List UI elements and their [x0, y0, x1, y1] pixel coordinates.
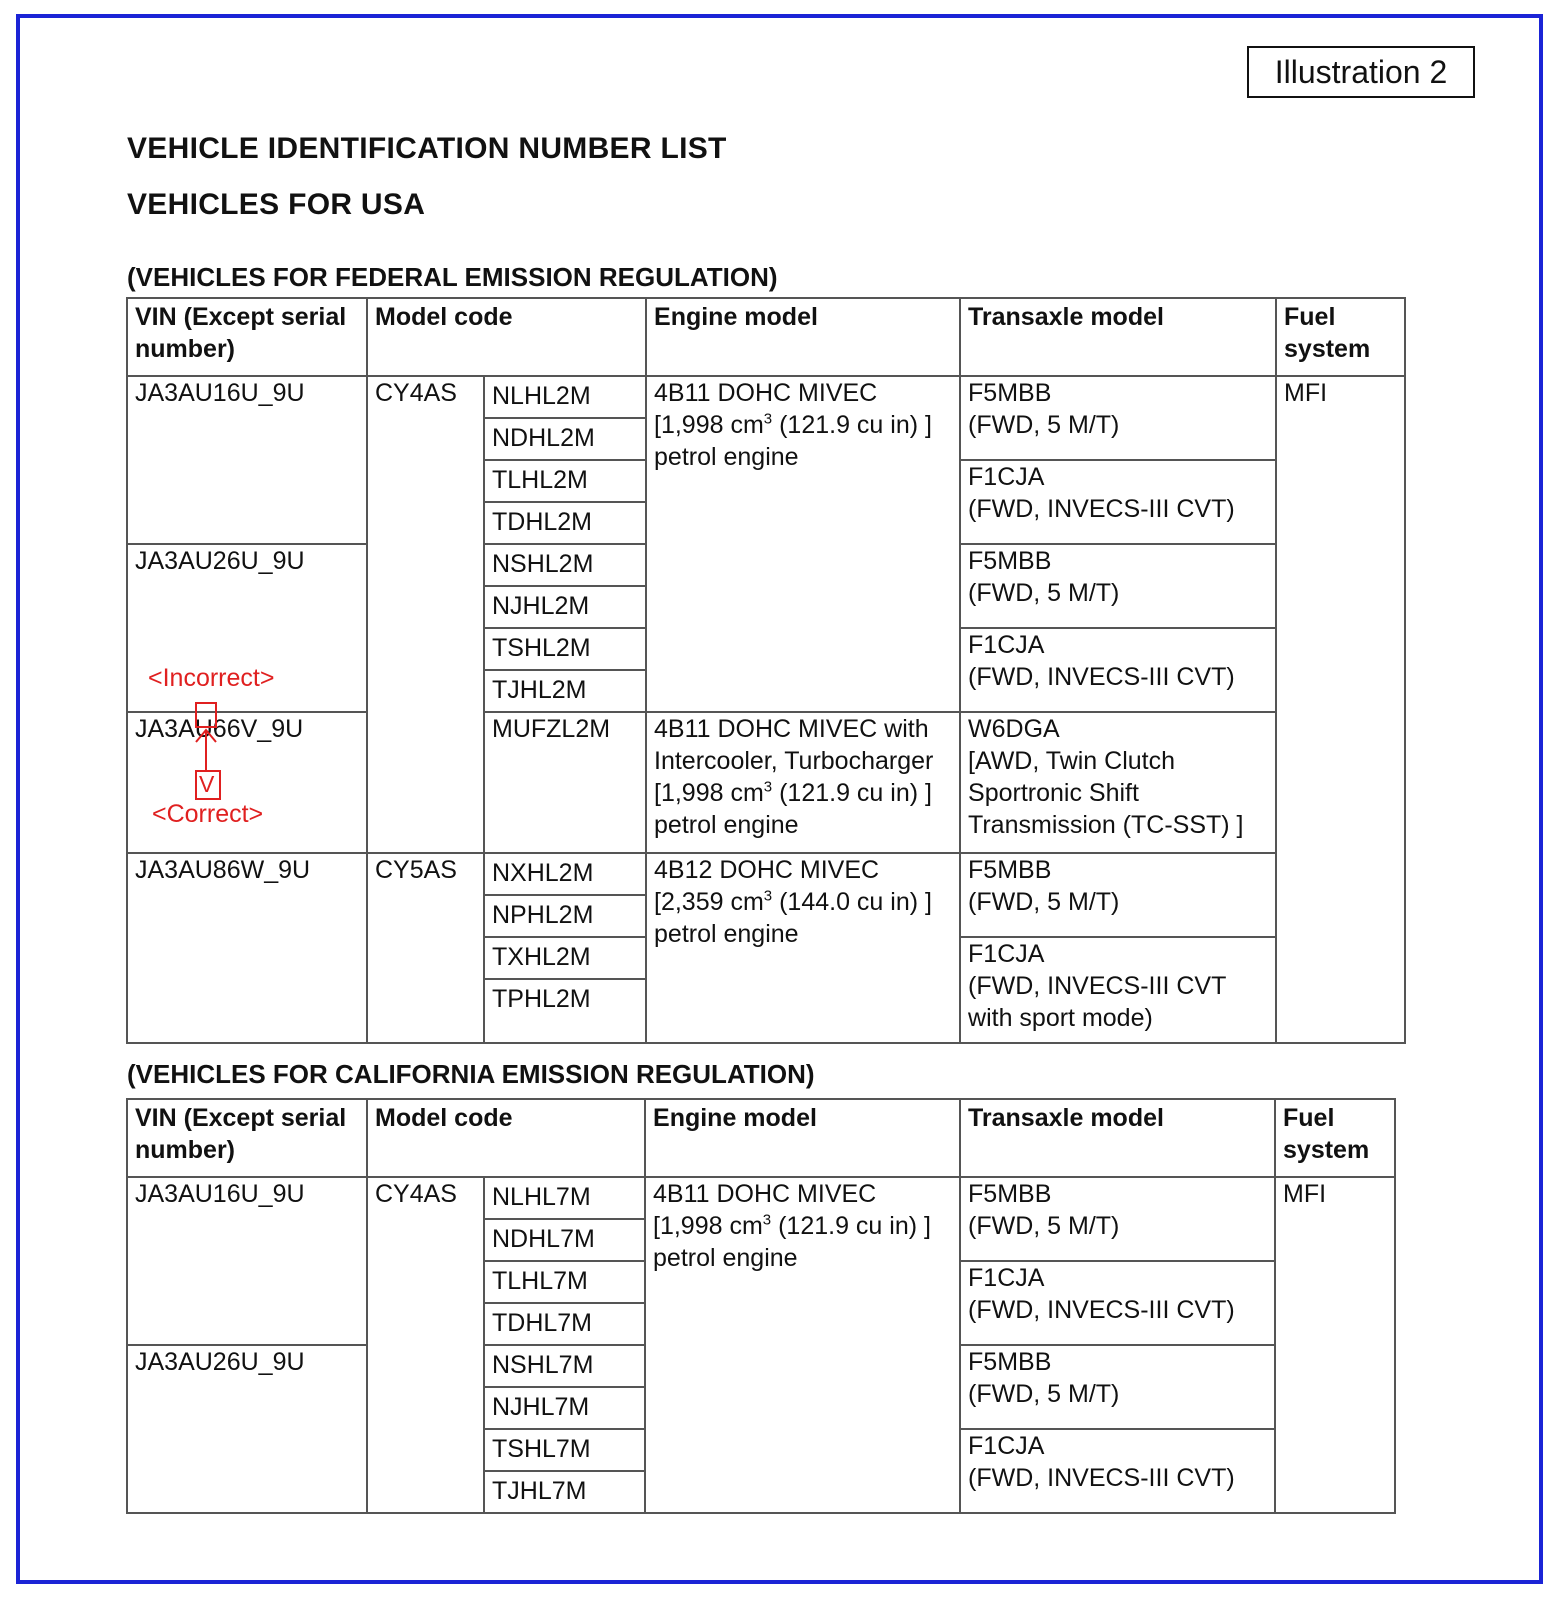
correction-arrow-icon	[192, 726, 222, 776]
model-code-cell: MUFZL2M	[484, 712, 646, 853]
header-transaxle: Transaxle model	[960, 1099, 1275, 1177]
incorrect-label: <Incorrect>	[148, 664, 275, 692]
table-row	[127, 712, 1405, 853]
document-subtitle: VEHICLES FOR USA	[127, 188, 426, 221]
model-code-cell: NPHL2M	[484, 895, 646, 937]
vin-cell: JA3AU26U_9U	[127, 1345, 367, 1513]
engine-type: petrol engine	[654, 443, 799, 471]
model-code-cell: NJHL2M	[484, 586, 646, 628]
correct-char: V	[199, 771, 215, 797]
header-model-code: Model code	[367, 1099, 645, 1177]
vin-cell: JA3AU16U_9U	[127, 1177, 367, 1345]
transaxle-cell: F5MBB (FWD, 5 M/T)	[960, 376, 1276, 460]
vin-cell-corrected: JA3AU66V_9U	[127, 712, 367, 853]
model-code-cell: TDHL7M	[484, 1303, 645, 1345]
header-vin: VIN (Except serial number)	[127, 298, 367, 376]
model-code-cell: TLHL7M	[484, 1261, 645, 1303]
model-code-cell: NLHL2M	[484, 376, 646, 418]
fuel-cell: MFI	[1276, 376, 1405, 1043]
model-code-cell: NLHL7M	[484, 1177, 645, 1219]
vin-cell: JA3AU86W_9U	[127, 853, 367, 1043]
engine-displacement: [1,998 $cm^3$ (121.9 cu in) ]	[654, 410, 932, 439]
model-prefix-cell: CY4AS	[367, 376, 484, 853]
model-code-cell: NDHL2M	[484, 418, 646, 460]
transaxle-cell: F5MBB (FWD, 5 M/T)	[960, 853, 1276, 937]
engine-cell: 4B11 DOHC MIVEC [1,998 $cm^3$ (121.9 cu in) ] petrol engine	[645, 1177, 960, 1513]
correct-label: <Correct>	[152, 800, 264, 828]
model-code-cell: TSHL2M	[484, 628, 646, 670]
table-row	[127, 853, 1405, 895]
model-code-cell: TJHL2M	[484, 670, 646, 712]
transaxle-cell: F5MBB (FWD, 5 M/T)	[960, 1177, 1275, 1261]
transaxle-cell: W6DGA [AWD, Twin Clutch Sportronic Shift Transmission (TC-SST) ]	[960, 712, 1276, 853]
model-code-cell: NDHL7M	[484, 1219, 645, 1261]
table-header-row	[127, 1099, 1395, 1177]
table-header-row	[127, 298, 1405, 376]
engine-cell: 4B11 DOHC MIVEC with Intercooler, Turbocharger [1,998 $cm^3$ (121.9 cu in) ] petrol engine	[646, 712, 960, 853]
vin-cell: JA3AU26U_9U	[127, 544, 367, 712]
federal-vin-table	[126, 297, 1406, 1044]
table-row	[127, 376, 1405, 418]
header-engine: Engine model	[645, 1099, 960, 1177]
transaxle-cell: F1CJA (FWD, INVECS-III CVT)	[960, 1429, 1275, 1513]
model-code-cell: TXHL2M	[484, 937, 646, 979]
california-heading: (VEHICLES FOR CALIFORNIA EMISSION REGULATION)	[127, 1059, 815, 1089]
engine-cell	[646, 376, 960, 712]
model-code-cell: NSHL7M	[484, 1345, 645, 1387]
engine-name: 4B11 DOHC MIVEC	[654, 379, 878, 407]
model-code-cell: NXHL2M	[484, 853, 646, 895]
header-fuel: Fuel system	[1275, 1099, 1395, 1177]
illustration-label: Illustration 2	[1247, 46, 1475, 98]
transaxle-cell: F1CJA (FWD, INVECS-III CVT)	[960, 460, 1276, 544]
model-prefix-cell: CY4AS	[367, 1177, 484, 1513]
model-code-cell: NSHL2M	[484, 544, 646, 586]
header-fuel: Fuel system	[1276, 298, 1405, 376]
vin-cell: JA3AU16U_9U	[127, 376, 367, 544]
transaxle-cell: F5MBB (FWD, 5 M/T)	[960, 544, 1276, 628]
transaxle-cell: F1CJA (FWD, INVECS-III CVT with sport mode)	[960, 937, 1276, 1043]
model-code-cell: TJHL7M	[484, 1471, 645, 1513]
transaxle-cell: F1CJA (FWD, INVECS-III CVT)	[960, 1261, 1275, 1345]
model-code-cell: TLHL2M	[484, 460, 646, 502]
california-vin-table	[126, 1098, 1396, 1514]
model-code-cell: NJHL7M	[484, 1387, 645, 1429]
model-code-cell: TPHL2M	[484, 979, 646, 1043]
table-row	[127, 1177, 1395, 1219]
engine-cell: 4B12 DOHC MIVEC [2,359 $cm^3$ (144.0 cu in) ] petrol engine	[646, 853, 960, 1043]
federal-heading: (VEHICLES FOR FEDERAL EMISSION REGULATION)	[127, 262, 778, 292]
transaxle-cell: F1CJA (FWD, INVECS-III CVT)	[960, 628, 1276, 712]
incorrect-char-box	[195, 702, 217, 728]
fuel-cell: MFI	[1275, 1177, 1395, 1513]
document-title: VEHICLE IDENTIFICATION NUMBER LIST	[127, 132, 727, 165]
model-prefix-cell: CY5AS	[367, 853, 484, 1043]
header-engine: Engine model	[646, 298, 960, 376]
header-vin: VIN (Except serial number)	[127, 1099, 367, 1177]
model-code-cell: TSHL7M	[484, 1429, 645, 1471]
header-transaxle: Transaxle model	[960, 298, 1276, 376]
transaxle-cell: F5MBB (FWD, 5 M/T)	[960, 1345, 1275, 1429]
header-model-code: Model code	[367, 298, 646, 376]
model-code-cell: TDHL2M	[484, 502, 646, 544]
